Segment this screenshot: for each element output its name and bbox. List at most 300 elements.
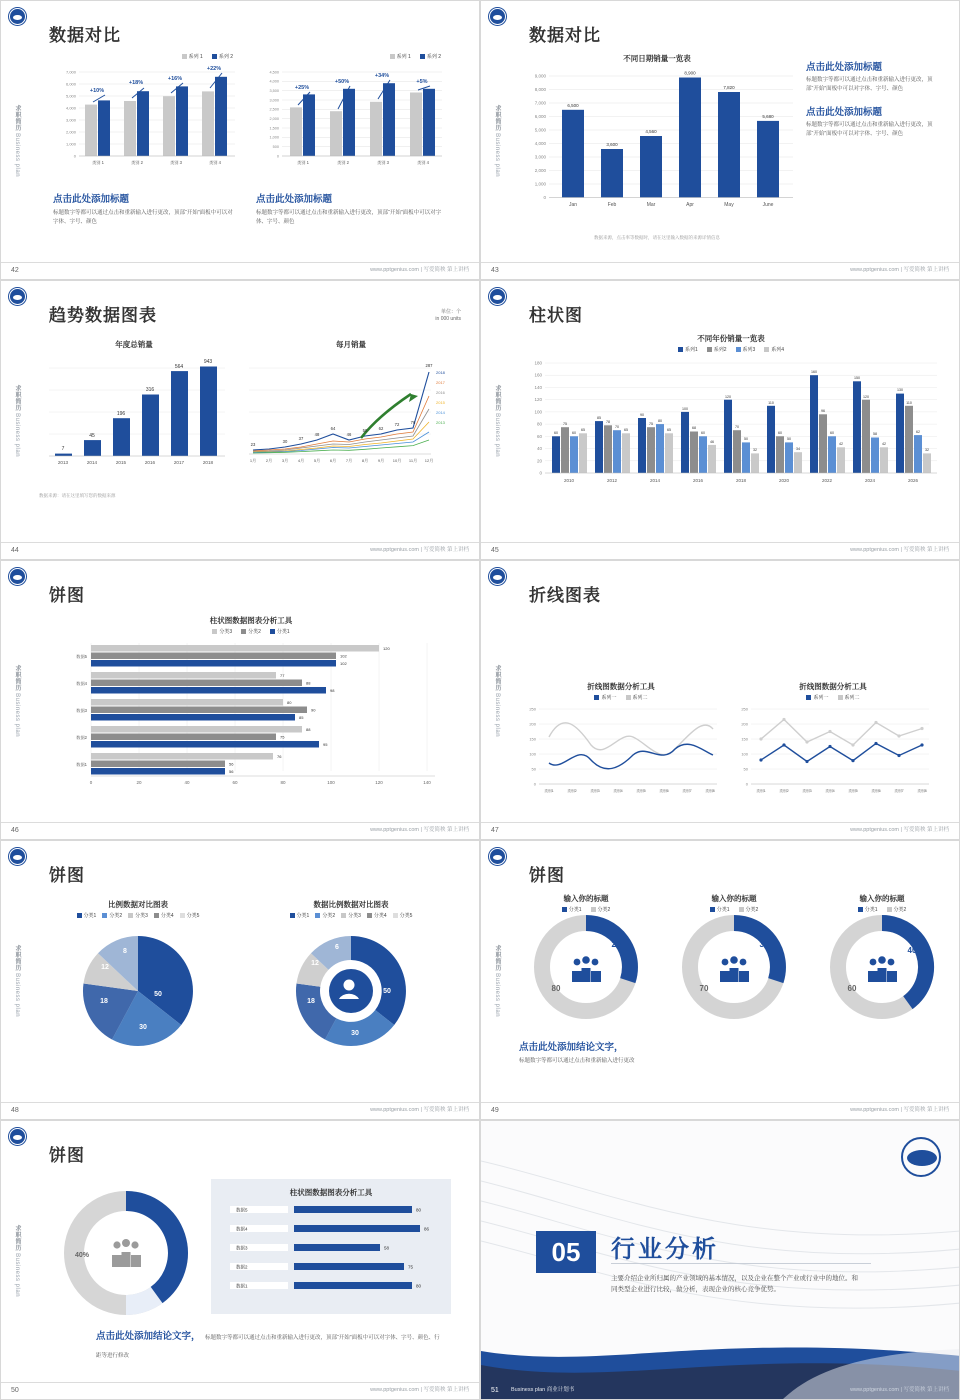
svg-text:140: 140 xyxy=(534,384,542,390)
donut-chart-svg xyxy=(664,913,804,1023)
slide-49 xyxy=(480,840,960,1120)
svg-text:7,000: 7,000 xyxy=(534,100,546,106)
bar-chart-svg xyxy=(53,62,238,172)
svg-text:类别 2: 类别 2 xyxy=(337,160,349,165)
svg-text:95: 95 xyxy=(323,742,328,747)
page-title: 数据对比 xyxy=(49,26,121,45)
legend-item: 系列3 xyxy=(736,346,756,353)
svg-text:56: 56 xyxy=(229,769,234,774)
svg-text:120: 120 xyxy=(863,395,869,399)
svg-text:120: 120 xyxy=(725,395,731,399)
svg-text:7,000: 7,000 xyxy=(65,69,76,75)
svg-text:20: 20 xyxy=(536,458,542,464)
unit-label: 单位：个 xyxy=(440,309,461,315)
svg-text:2016: 2016 xyxy=(436,390,445,395)
chart-title-right: 数据比例数据对比图表 xyxy=(313,900,389,909)
side-band: 求职简历 Business plan xyxy=(14,384,20,458)
svg-text:类别1: 类别1 xyxy=(756,789,766,793)
svg-text:196: 196 xyxy=(116,411,126,417)
svg-text:6月: 6月 xyxy=(329,458,337,463)
svg-text:80: 80 xyxy=(658,419,662,423)
bar-chart-svg xyxy=(256,62,446,172)
svg-text:37: 37 xyxy=(298,436,304,441)
svg-text:1,500: 1,500 xyxy=(269,126,279,131)
page-number: 51 xyxy=(491,1387,499,1394)
bar-chart-svg xyxy=(39,354,229,484)
svg-text:数据2: 数据2 xyxy=(236,1264,248,1270)
svg-text:4,560: 4,560 xyxy=(645,129,657,134)
svg-text:类别6: 类别6 xyxy=(871,789,881,793)
side-band: 求职简历 Business plan xyxy=(494,944,500,1018)
svg-text:2017: 2017 xyxy=(173,460,185,465)
legend-item: 分类2 xyxy=(102,912,122,919)
footer-brand: www.pptgenius.com | 写爱简秧 第上讲档 xyxy=(370,1107,469,1113)
legend-item: 系列1 xyxy=(678,346,698,353)
bar-chart-svg xyxy=(517,68,797,228)
footer-brand: www.pptgenius.com | 写爱简秧 第上讲档 xyxy=(850,267,949,273)
svg-text:2014: 2014 xyxy=(86,460,98,465)
unit-label-en: in 000 units xyxy=(435,316,461,322)
chart-42-right xyxy=(256,53,446,177)
footer-brand: www.pptgenius.com | 写爱简秧 第上讲档 xyxy=(850,1387,949,1393)
svg-text:2022: 2022 xyxy=(821,478,833,483)
slide-44 xyxy=(0,280,480,560)
svg-text:5月: 5月 xyxy=(313,458,321,463)
svg-text:2,500: 2,500 xyxy=(269,107,279,112)
svg-text:30: 30 xyxy=(759,940,769,949)
brand-seal-icon xyxy=(901,1137,941,1177)
page-title: 趋势数据图表 xyxy=(49,306,157,325)
slide-50 xyxy=(0,1120,480,1400)
svg-text:32: 32 xyxy=(925,448,929,452)
footer-brand: www.pptgenius.com | 写爱简秧 第上讲档 xyxy=(850,827,949,833)
svg-text:75: 75 xyxy=(280,734,285,740)
svg-text:8,900: 8,900 xyxy=(684,70,696,76)
svg-text:40: 40 xyxy=(184,780,190,785)
svg-text:2017: 2017 xyxy=(436,380,445,385)
svg-text:45: 45 xyxy=(89,433,95,439)
svg-text:2012: 2012 xyxy=(606,478,618,483)
svg-text:40: 40 xyxy=(907,946,917,955)
svg-text:150: 150 xyxy=(854,376,860,380)
chart-title: 柱状图数据图表分析工具 xyxy=(209,616,293,625)
svg-text:类别7: 类别7 xyxy=(682,789,692,793)
chart-title: 柱状图数据图表分析工具 xyxy=(289,1188,373,1197)
body-text-2: 标题数字等都可以通过点击和重新输入进行更改，顶部“开始”面板中可以对字体、字号、颜色 xyxy=(806,122,933,137)
svg-text:200: 200 xyxy=(741,721,748,727)
slide-48 xyxy=(0,840,480,1120)
svg-text:类别2: 类别2 xyxy=(779,789,789,793)
body-text-1: 标题数字等都可以通过点击和重新输入进行更改，顶部“开始”面板中可以对字体、字号、颜色 xyxy=(806,77,933,92)
svg-text:类别 4: 类别 4 xyxy=(209,160,221,165)
svg-text:48: 48 xyxy=(314,432,320,437)
brand-logo-icon xyxy=(9,568,26,585)
brand-logo-icon xyxy=(9,288,26,305)
footer-brand: www.pptgenius.com | 写爱简秧 第上讲档 xyxy=(850,547,949,553)
section-number: 05 xyxy=(536,1231,596,1273)
svg-text:50: 50 xyxy=(383,988,391,995)
svg-text:75: 75 xyxy=(563,422,567,426)
svg-text:+18%: +18% xyxy=(128,80,144,86)
svg-text:564: 564 xyxy=(174,364,184,370)
svg-text:96: 96 xyxy=(821,409,825,413)
svg-text:80: 80 xyxy=(416,1207,422,1213)
chart-note: 数据来源，点击率等数据时，请在这里输入数据的来源详情信息 xyxy=(594,235,720,240)
svg-text:90: 90 xyxy=(311,707,316,713)
svg-text:2013: 2013 xyxy=(436,420,445,425)
svg-text:类别2: 类别2 xyxy=(567,789,577,793)
svg-text:102: 102 xyxy=(340,661,347,666)
svg-text:5,000: 5,000 xyxy=(65,93,76,99)
donut-title: 输入你的标题 xyxy=(859,894,905,903)
svg-text:68: 68 xyxy=(692,426,696,430)
svg-text:100: 100 xyxy=(529,751,536,757)
footer-brand: www.pptgenius.com | 写爱简秧 第上讲档 xyxy=(370,267,469,273)
side-band-cn: 求职简历 xyxy=(14,104,20,131)
svg-text:80: 80 xyxy=(280,780,286,785)
svg-text:50: 50 xyxy=(531,766,536,772)
svg-text:70: 70 xyxy=(699,984,709,993)
svg-text:Apr: Apr xyxy=(686,202,694,208)
svg-text:0: 0 xyxy=(533,781,536,787)
svg-text:130: 130 xyxy=(897,388,903,392)
line-chart-svg xyxy=(241,354,461,484)
legend-item: 分类2 xyxy=(739,906,759,913)
svg-text:60: 60 xyxy=(554,431,558,435)
svg-text:100: 100 xyxy=(741,751,748,757)
svg-text:287: 287 xyxy=(425,363,433,368)
svg-text:70: 70 xyxy=(735,425,739,429)
svg-text:7月: 7月 xyxy=(345,458,353,463)
legend-item: 分类3 xyxy=(341,912,361,919)
side-band xyxy=(6,86,20,196)
svg-text:120: 120 xyxy=(534,397,542,403)
svg-text:200: 200 xyxy=(529,721,536,727)
svg-text:58: 58 xyxy=(384,1245,390,1251)
svg-text:60: 60 xyxy=(778,431,782,435)
footer-brand: www.pptgenius.com | 写爱简秧 第上讲档 xyxy=(370,827,469,833)
brand-logo-icon xyxy=(9,8,26,25)
legend-item: 分类1 xyxy=(562,906,582,913)
bar-chart-svg xyxy=(521,355,941,505)
svg-text:5,680: 5,680 xyxy=(762,114,774,119)
side-band-en: Business plan xyxy=(14,133,20,178)
legend-item: 系列二 xyxy=(626,694,648,701)
legend-item: 分类5 xyxy=(393,912,413,919)
svg-text:1,000: 1,000 xyxy=(65,141,76,147)
svg-text:2,000: 2,000 xyxy=(65,129,76,135)
page-number: 45 xyxy=(491,547,499,554)
chart-title-left: 比例数据对比图表 xyxy=(108,900,168,909)
svg-text:60: 60 xyxy=(847,984,857,993)
svg-text:Mar: Mar xyxy=(646,202,656,208)
legend-item: 分类2 xyxy=(241,628,261,635)
svg-text:2016: 2016 xyxy=(144,460,156,465)
svg-text:140: 140 xyxy=(423,780,431,785)
svg-text:类别 2: 类别 2 xyxy=(131,160,143,165)
svg-text:9,000: 9,000 xyxy=(534,73,546,79)
donut-chart-svg xyxy=(251,919,451,1059)
svg-text:类别4: 类别4 xyxy=(825,789,835,793)
svg-text:85: 85 xyxy=(597,416,601,420)
svg-text:2018: 2018 xyxy=(735,478,747,483)
slide-45 xyxy=(480,280,960,560)
svg-text:20: 20 xyxy=(136,780,142,785)
line-chart-svg xyxy=(521,703,721,803)
svg-text:85: 85 xyxy=(299,715,304,720)
svg-text:46: 46 xyxy=(710,440,714,444)
svg-text:2018: 2018 xyxy=(202,460,214,465)
svg-text:9月: 9月 xyxy=(377,458,385,463)
svg-text:3月: 3月 xyxy=(281,458,289,463)
legend-item: 分类1 xyxy=(290,912,310,919)
svg-text:12: 12 xyxy=(311,960,319,967)
brand-logo-icon xyxy=(489,8,506,25)
svg-text:12月: 12月 xyxy=(424,458,434,463)
svg-text:类别8: 类别8 xyxy=(705,789,715,793)
svg-text:+22%: +22% xyxy=(206,66,222,72)
svg-text:数据2: 数据2 xyxy=(76,735,87,740)
svg-text:2013: 2013 xyxy=(57,460,69,465)
legend-item: 系列一 xyxy=(806,694,828,701)
legend-item: 分类4 xyxy=(154,912,174,919)
svg-text:250: 250 xyxy=(529,706,536,712)
svg-text:类别 3: 类别 3 xyxy=(377,160,389,165)
svg-text:88: 88 xyxy=(306,680,311,686)
svg-text:3,600: 3,600 xyxy=(606,142,618,147)
svg-text:50: 50 xyxy=(787,437,791,441)
svg-text:2014: 2014 xyxy=(436,410,445,415)
svg-text:62: 62 xyxy=(378,426,384,431)
svg-text:180: 180 xyxy=(534,360,542,366)
footer-brand: www.pptgenius.com | 写爱简秧 第上讲档 xyxy=(850,1107,949,1113)
svg-text:类别5: 类别5 xyxy=(848,789,858,793)
svg-text:50: 50 xyxy=(744,437,748,441)
svg-text:4,500: 4,500 xyxy=(269,70,279,75)
svg-text:数据3: 数据3 xyxy=(236,1245,248,1251)
page-title: 折线图表 xyxy=(529,586,601,605)
section-title: 行业分析 xyxy=(611,1236,719,1263)
slide-43 xyxy=(480,0,960,280)
svg-text:10月: 10月 xyxy=(392,458,402,463)
svg-text:6: 6 xyxy=(335,944,339,951)
svg-text:类别 1: 类别 1 xyxy=(92,160,104,165)
svg-text:86: 86 xyxy=(424,1226,430,1232)
legend-item: 分类4 xyxy=(367,912,387,919)
legend-item: 系列二 xyxy=(838,694,860,701)
legend-item: 分类1 xyxy=(77,912,97,919)
svg-text:数据1: 数据1 xyxy=(236,1283,248,1289)
svg-text:+25%: +25% xyxy=(294,85,310,91)
body-text-left: 标题数字等都可以通过点击和重新输入进行更改，顶部“开始”面板中可以对字体、字号、颜色 xyxy=(53,210,233,225)
svg-text:80: 80 xyxy=(416,1283,422,1289)
side-band: 求职简历 Business plan xyxy=(14,664,20,738)
svg-text:0: 0 xyxy=(745,781,748,787)
svg-text:60: 60 xyxy=(701,431,705,435)
legend-item: 分类2 xyxy=(591,906,611,913)
svg-text:5,000: 5,000 xyxy=(534,127,546,133)
svg-text:Jan: Jan xyxy=(568,202,578,208)
svg-text:78: 78 xyxy=(606,420,610,424)
svg-text:943: 943 xyxy=(203,359,213,365)
side-band: 求职简历 Business plan xyxy=(14,1224,20,1298)
svg-text:类别7: 类别7 xyxy=(894,789,904,793)
svg-text:4,000: 4,000 xyxy=(534,141,546,146)
brand-logo-icon xyxy=(489,288,506,305)
page-number: 46 xyxy=(11,827,19,834)
donut-label-right: 20% xyxy=(144,1252,160,1259)
donut-block-2 xyxy=(664,893,804,1028)
donut-chart-svg xyxy=(516,913,656,1023)
side-band: 求职简历 Business plan xyxy=(14,944,20,1018)
svg-text:100: 100 xyxy=(534,409,542,415)
svg-text:30: 30 xyxy=(351,1030,359,1037)
headline-2: 点击此处添加标题 xyxy=(806,107,883,118)
svg-text:2024: 2024 xyxy=(864,478,876,483)
svg-text:2,000: 2,000 xyxy=(269,117,279,121)
svg-text:30: 30 xyxy=(139,1024,147,1031)
svg-text:250: 250 xyxy=(741,706,748,712)
legend-item: 分类2 xyxy=(887,906,907,913)
footer-brand: www.pptgenius.com | 写爱简秧 第上讲档 xyxy=(370,547,469,553)
svg-text:7: 7 xyxy=(61,446,65,452)
svg-text:90: 90 xyxy=(640,413,644,417)
svg-text:64: 64 xyxy=(330,426,336,431)
donut-title: 输入你的标题 xyxy=(563,894,609,903)
chart-title-left: 年度总销量 xyxy=(115,340,153,349)
svg-text:3,000: 3,000 xyxy=(534,154,546,160)
conclusion-headline: 点击此处添加结论文字， xyxy=(519,1042,624,1053)
chart-title: 不同日期销量一览表 xyxy=(623,54,691,63)
svg-text:150: 150 xyxy=(741,736,748,742)
page-title: 饼图 xyxy=(529,866,565,885)
svg-text:数据1: 数据1 xyxy=(76,762,87,767)
svg-text:类别1: 类别1 xyxy=(544,789,554,793)
page-number: 49 xyxy=(491,1107,499,1114)
donut-label-left: 40% xyxy=(74,1252,90,1259)
svg-text:60: 60 xyxy=(572,431,576,435)
brand-logo-icon xyxy=(489,568,506,585)
svg-text:40: 40 xyxy=(536,446,542,452)
svg-text:23: 23 xyxy=(250,442,256,447)
svg-text:160: 160 xyxy=(534,372,542,378)
svg-text:类别6: 类别6 xyxy=(659,789,669,793)
legend-item: 分类3 xyxy=(212,628,232,635)
svg-text:0: 0 xyxy=(539,470,542,476)
svg-text:8: 8 xyxy=(123,948,127,955)
svg-text:70: 70 xyxy=(615,425,619,429)
donut-block-1 xyxy=(516,893,656,1028)
svg-text:110: 110 xyxy=(768,401,774,405)
svg-text:75: 75 xyxy=(649,422,653,426)
divider xyxy=(611,1263,871,1264)
svg-text:+50%: +50% xyxy=(334,79,350,85)
svg-text:2015: 2015 xyxy=(436,400,445,405)
svg-text:110: 110 xyxy=(906,401,912,405)
svg-text:20: 20 xyxy=(611,940,621,949)
headline-left: 点击此处添加标题 xyxy=(53,194,130,205)
brand-logo-icon xyxy=(9,1128,26,1145)
footer-label: Business plan 商业计划书 xyxy=(511,1387,575,1393)
svg-text:60: 60 xyxy=(536,433,542,439)
svg-text:18: 18 xyxy=(307,998,315,1005)
brand-logo-icon xyxy=(489,848,506,865)
svg-text:类别 3: 类别 3 xyxy=(170,160,182,165)
page-number: 44 xyxy=(11,547,19,554)
svg-text:2010: 2010 xyxy=(563,478,575,483)
svg-text:2,000: 2,000 xyxy=(534,168,546,173)
svg-text:2026: 2026 xyxy=(907,478,919,483)
svg-text:65: 65 xyxy=(667,428,671,432)
svg-text:42: 42 xyxy=(839,442,843,446)
svg-text:3,500: 3,500 xyxy=(269,89,279,93)
svg-text:8,000: 8,000 xyxy=(534,87,546,92)
page-number: 42 xyxy=(11,267,19,274)
svg-text:160: 160 xyxy=(811,370,817,374)
slide-46 xyxy=(0,560,480,840)
svg-text:4月: 4月 xyxy=(297,458,305,463)
svg-text:75: 75 xyxy=(408,1264,414,1270)
chart-title: 不同年份销量一览表 xyxy=(697,334,765,343)
slide-47 xyxy=(480,560,960,840)
page-title: 数据对比 xyxy=(529,26,601,45)
svg-text:4,000: 4,000 xyxy=(269,79,279,84)
svg-text:+5%: +5% xyxy=(416,79,428,85)
horizontal-bar-chart-svg xyxy=(216,1200,446,1305)
donut-block-3 xyxy=(812,893,952,1028)
page-title: 柱状图 xyxy=(529,306,583,325)
svg-text:Feb: Feb xyxy=(607,202,617,208)
legend-item: 分类1 xyxy=(270,628,290,635)
svg-text:类别4: 类别4 xyxy=(613,789,623,793)
svg-text:6,000: 6,000 xyxy=(65,81,76,87)
svg-text:2014: 2014 xyxy=(649,478,661,483)
svg-text:类别 4: 类别 4 xyxy=(417,160,429,165)
svg-text:May: May xyxy=(724,202,734,208)
svg-text:类别8: 类别8 xyxy=(917,789,927,793)
svg-text:数据3: 数据3 xyxy=(76,708,87,713)
svg-text:56: 56 xyxy=(229,761,234,767)
svg-text:数据4: 数据4 xyxy=(76,681,87,686)
svg-text:2015: 2015 xyxy=(115,460,127,465)
svg-text:2020: 2020 xyxy=(778,478,790,483)
legend-item: 系列2 xyxy=(707,346,727,353)
svg-text:150: 150 xyxy=(529,736,536,742)
svg-text:类别3: 类别3 xyxy=(802,789,812,793)
side-band: 求职简历 Business plan xyxy=(494,104,500,178)
legend-item: 分类1 xyxy=(858,906,878,913)
svg-text:30: 30 xyxy=(282,439,288,444)
chart-42-left xyxy=(53,53,238,177)
side-band: 求职简历 Business plan xyxy=(494,384,500,458)
donut-chart-svg xyxy=(31,1181,221,1331)
footer-brand: www.pptgenius.com | 写爱简秧 第上讲档 xyxy=(370,1387,469,1393)
svg-text:100: 100 xyxy=(327,780,335,785)
svg-text:类别3: 类别3 xyxy=(590,789,600,793)
slide-42 xyxy=(0,0,480,280)
svg-text:120: 120 xyxy=(383,646,390,651)
svg-text:18: 18 xyxy=(100,998,108,1005)
page-number: 48 xyxy=(11,1107,19,1114)
legend-item: 分类1 xyxy=(710,906,730,913)
svg-text:1月: 1月 xyxy=(249,458,257,463)
svg-text:76: 76 xyxy=(410,420,416,425)
svg-text:6,500: 6,500 xyxy=(567,103,579,108)
svg-text:65: 65 xyxy=(581,428,585,432)
svg-text:88: 88 xyxy=(306,727,311,732)
svg-text:80: 80 xyxy=(287,700,292,705)
donut-chart-svg xyxy=(812,913,952,1023)
